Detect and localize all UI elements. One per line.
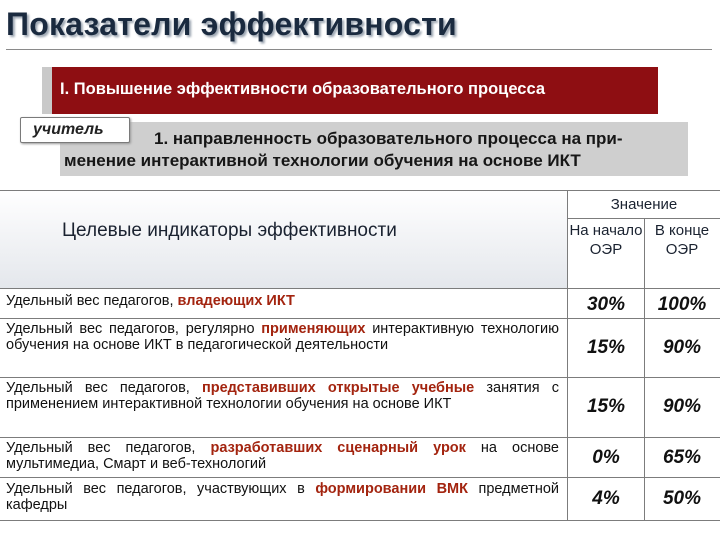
- value-start: 30%: [586, 294, 626, 315]
- section-bar: [42, 67, 658, 114]
- indicators-header-cell: [0, 190, 567, 288]
- subsection-line-1: 1. направленность образовательного процесса на при-: [154, 129, 623, 148]
- role-tag: [20, 117, 130, 143]
- grid-line: [0, 520, 720, 521]
- grid-line: [644, 218, 645, 520]
- grid-line: [0, 477, 720, 478]
- table-row-text: Удельный вес педагогов, регулярно применяющих интерактивную технологию обучения на основе ИКТ в педагогической деятельности: [6, 321, 559, 353]
- table-row-text: Удельный вес педагогов, владеющих ИКТ: [6, 293, 295, 309]
- value-start: 4%: [592, 488, 620, 509]
- subsection-box: [60, 122, 688, 176]
- value-end: 90%: [662, 337, 702, 358]
- value-header: Значение: [610, 196, 678, 213]
- value-end: 100%: [657, 294, 707, 315]
- value-start: 0%: [592, 447, 620, 468]
- value-end: 90%: [662, 396, 702, 417]
- grid-line: [0, 190, 720, 191]
- indicators-header: Целевые индикаторы эффективности: [62, 220, 397, 241]
- value-start: 15%: [586, 396, 626, 417]
- grid-line: [0, 377, 720, 378]
- table-row-text: Удельный вес педагогов, участвующих в формировании ВМК предметной кафедры: [6, 481, 559, 513]
- highlight-text: разработавших сценарный урок: [210, 440, 466, 456]
- page-title: Показатели эффективности: [6, 6, 457, 42]
- value-end: 50%: [662, 488, 702, 509]
- col-header-start: На начало ОЭР: [569, 222, 643, 258]
- table-row-text: Удельный вес педагогов, представивших открытые учебные занятия с применением интерактивной технологии обучения на основе ИКТ: [6, 380, 560, 412]
- col-header-end: В конце ОЭР: [654, 222, 710, 258]
- grid-line: [0, 437, 720, 438]
- highlight-text: формировании ВМК: [315, 481, 468, 497]
- value-end: 65%: [662, 447, 702, 468]
- title-divider: [6, 49, 712, 50]
- highlight-text: представивших открытые учебные: [201, 380, 475, 396]
- highlight-text: владеющих ИКТ: [177, 293, 295, 309]
- grid-line: [0, 318, 720, 319]
- section-title: I. Повышение эффективности образовательного процесса: [60, 80, 546, 98]
- grid-line: [0, 288, 720, 289]
- subsection-line-2: менение интерактивной технологии обучения на основе ИКТ: [64, 151, 581, 170]
- value-start: 15%: [586, 337, 626, 358]
- table-row-text: Удельный вес педагогов, разработавших сценарный урок на основе мультимедиа, Смарт и веб-технологий: [6, 440, 559, 472]
- highlight-text: применяющих: [261, 321, 366, 337]
- role-tag-label: учитель: [33, 121, 104, 138]
